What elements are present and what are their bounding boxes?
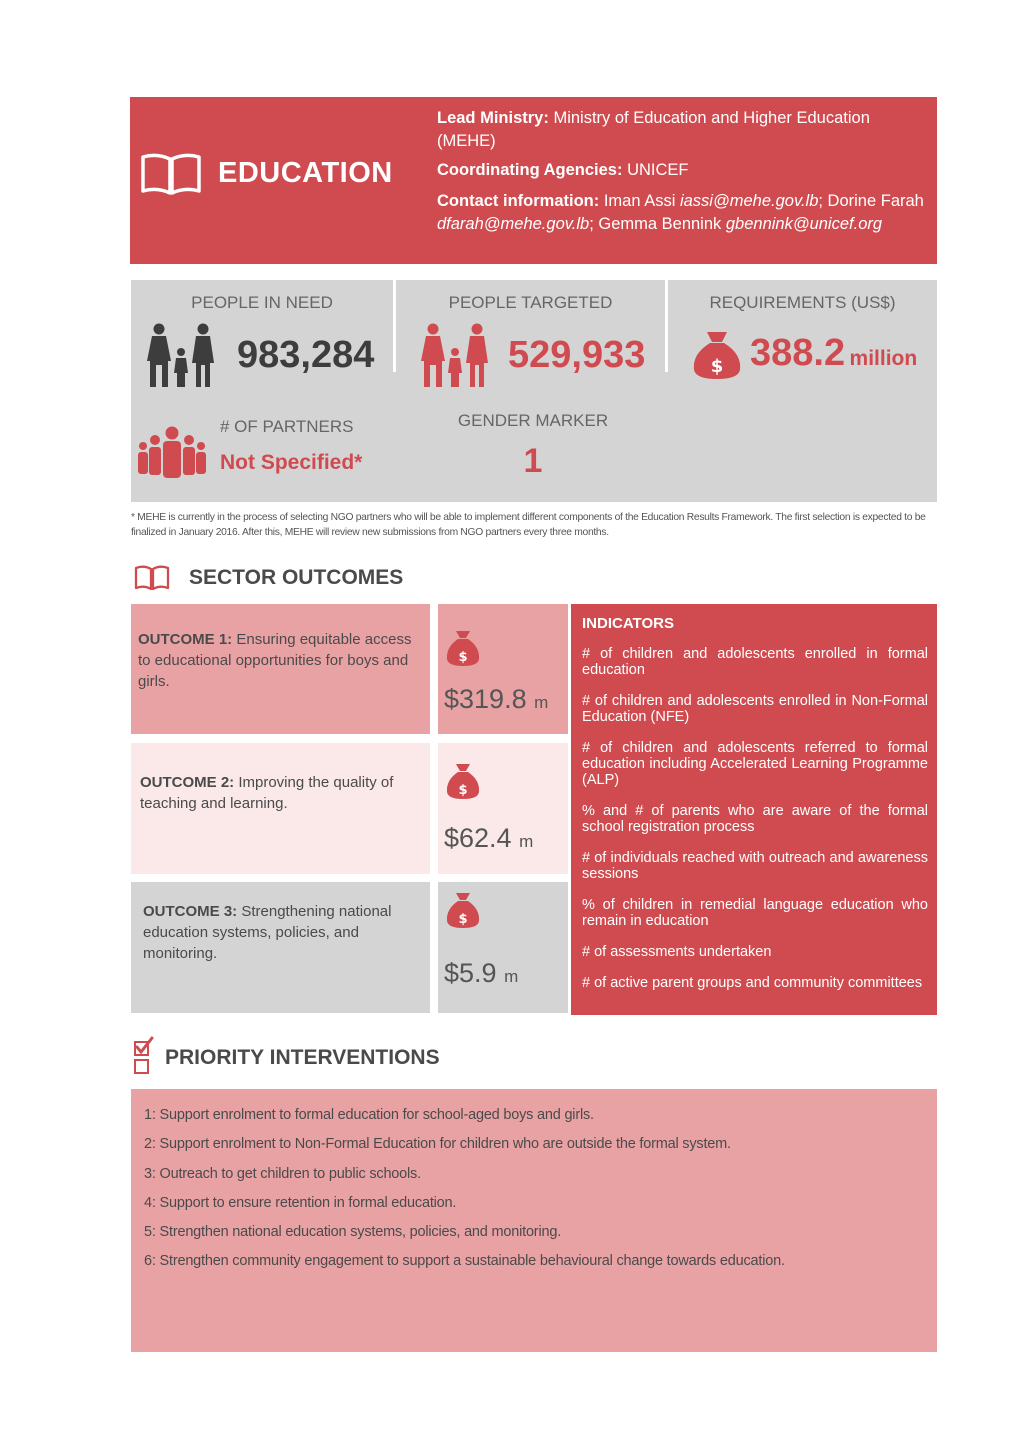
outcome-3-label: OUTCOME 3: — [143, 903, 238, 920]
outcome-2-value: $62.4 — [444, 823, 512, 853]
contact-email-3[interactable]: gbennink@unicef.org — [725, 215, 883, 233]
contact-name-3: ; Gemma Bennink — [589, 215, 722, 233]
people-targeted-value: 529,933 — [508, 334, 646, 376]
priority-item: 3: Outreach to get children to public schools. — [144, 1165, 421, 1182]
priority-item: 4: Support to ensure retention in formal education. — [144, 1194, 457, 1211]
stats-panel — [131, 280, 937, 502]
outcome-3-card — [131, 882, 430, 1013]
indicator-item: # of individuals reached with outreach and awareness sessions — [582, 850, 928, 882]
priority-interventions-heading: PRIORITY INTERVENTIONS — [165, 1046, 440, 1069]
indicators-title: INDICATORS — [582, 615, 674, 632]
lead-ministry-value: Ministry of Education and Higher Education (MEHE) — [437, 109, 870, 150]
family-icon — [144, 323, 219, 389]
indicators-panel — [571, 604, 937, 1015]
gender-marker-label: GENDER MARKER — [457, 411, 609, 430]
lead-ministry — [437, 107, 925, 153]
coordinating-label: Coordinating Agencies: — [437, 161, 623, 179]
footnote: * MEHE is currently in the process of selecting NGO partners who will be able to implement different components of the Education Results Framework. The first selection is expected to be finalized in January 2016. After this, MEHE will review new submissions from NGO partners every three months. — [131, 512, 926, 538]
indicator-item: % and # of parents who are aware of the formal school registration process — [582, 803, 928, 835]
outcome-3-value: $5.9 — [444, 958, 497, 988]
indicator-item: # of children and adolescents enrolled in Non-Formal Education (NFE) — [582, 693, 928, 725]
book-icon — [140, 153, 202, 195]
priority-item: 6: Strengthen community engagement to support a sustainable behavioural change towards education. — [144, 1253, 785, 1270]
coordinating-value: UNICEF — [627, 161, 689, 179]
lead-ministry-label: Lead Ministry: — [437, 109, 549, 127]
contact-label: Contact information: — [437, 192, 600, 210]
outcome-3-unit: m — [504, 967, 519, 986]
outcome-1-description: Ensuring equitable access to educational opportunities for boys and girls. — [138, 631, 412, 690]
contact-information — [437, 190, 925, 236]
priority-item: 5: Strengthen national education systems, policies, and monitoring. — [144, 1224, 562, 1241]
gender-marker-value: 1 — [523, 442, 543, 480]
priority-interventions-panel — [131, 1089, 937, 1352]
contact-email-1[interactable]: iassi@mehe.gov.lb — [679, 192, 819, 210]
svg-text:$: $ — [458, 650, 468, 665]
outcome-1-amount — [444, 684, 548, 715]
outcome-1-label: OUTCOME 1: — [138, 631, 233, 648]
outcome-2-card — [131, 743, 430, 874]
svg-text:$: $ — [458, 912, 468, 927]
outcome-3-amount-card — [438, 882, 568, 1013]
outcome-2-label: OUTCOME 2: — [140, 774, 235, 791]
people-in-need-label: PEOPLE IN NEED — [191, 293, 333, 312]
indicator-item: % of children in remedial language education who remain in education — [582, 897, 928, 929]
people-in-need-value: 983,284 — [237, 334, 375, 376]
outcome-2-text — [140, 772, 426, 814]
people-targeted-label: PEOPLE TARGETED — [448, 293, 613, 312]
outcome-1-text — [138, 629, 426, 692]
outcome-1-value: $319.8 — [444, 684, 527, 714]
requirements-label: REQUIREMENTS (US$) — [709, 293, 896, 312]
outcome-1-card — [131, 604, 430, 734]
requirements-amount — [750, 332, 917, 375]
requirements-value: 388.2 — [750, 332, 846, 374]
priority-item: 2: Support enrolment to Non-Formal Education for children who are outside the formal system. — [144, 1136, 731, 1153]
contact-email-2[interactable]: dfarah@mehe.gov.lb — [437, 215, 590, 233]
indicators-list — [582, 646, 928, 1006]
indicator-item: # of children and adolescents referred to formal education including Accelerated Learning Programme (ALP) — [582, 740, 928, 788]
outcome-1-amount-card — [438, 604, 568, 734]
outcome-2-amount — [444, 823, 533, 854]
coordinating-agencies — [437, 159, 925, 182]
money-bag-icon — [692, 328, 742, 380]
page-title: EDUCATION — [218, 157, 393, 189]
section-header — [130, 97, 937, 264]
contact-name-1: Iman Assi — [603, 192, 676, 210]
money-bag-icon — [446, 890, 480, 930]
money-bag-icon — [446, 761, 480, 801]
checklist-icon — [133, 1036, 155, 1076]
contact-name-2: ; Dorine Farah — [818, 192, 924, 210]
group-icon — [137, 426, 207, 480]
indicator-item: # of children and adolescents enrolled in formal education — [582, 646, 928, 678]
outcome-2-amount-card — [438, 743, 568, 874]
outcome-1-unit: m — [534, 693, 549, 712]
header-info — [437, 107, 925, 236]
outcome-3-description: Strengthening national education systems, policies, and monitoring. — [143, 903, 392, 962]
svg-text:$: $ — [710, 356, 724, 377]
sector-outcomes-heading: SECTOR OUTCOMES — [189, 566, 404, 589]
outcome-3-amount — [444, 958, 518, 989]
svg-text:$: $ — [458, 783, 468, 798]
book-icon — [134, 565, 170, 591]
outcome-2-unit: m — [519, 832, 534, 851]
requirements-unit: million — [849, 347, 918, 370]
priority-item: 1: Support enrolment to formal education for school-aged boys and girls. — [144, 1107, 594, 1123]
outcome-3-text — [143, 901, 426, 964]
outcome-2-description: Improving the quality of teaching and learning. — [140, 774, 394, 812]
indicator-item: # of assessments undertaken — [582, 944, 772, 960]
family-icon — [418, 323, 493, 389]
money-bag-icon — [446, 628, 480, 668]
priority-list — [144, 1101, 785, 1277]
partners-value: Not Specified* — [220, 451, 363, 474]
indicator-item: # of active parent groups and community committees — [582, 975, 923, 991]
partners-label: # OF PARTNERS — [220, 417, 354, 436]
